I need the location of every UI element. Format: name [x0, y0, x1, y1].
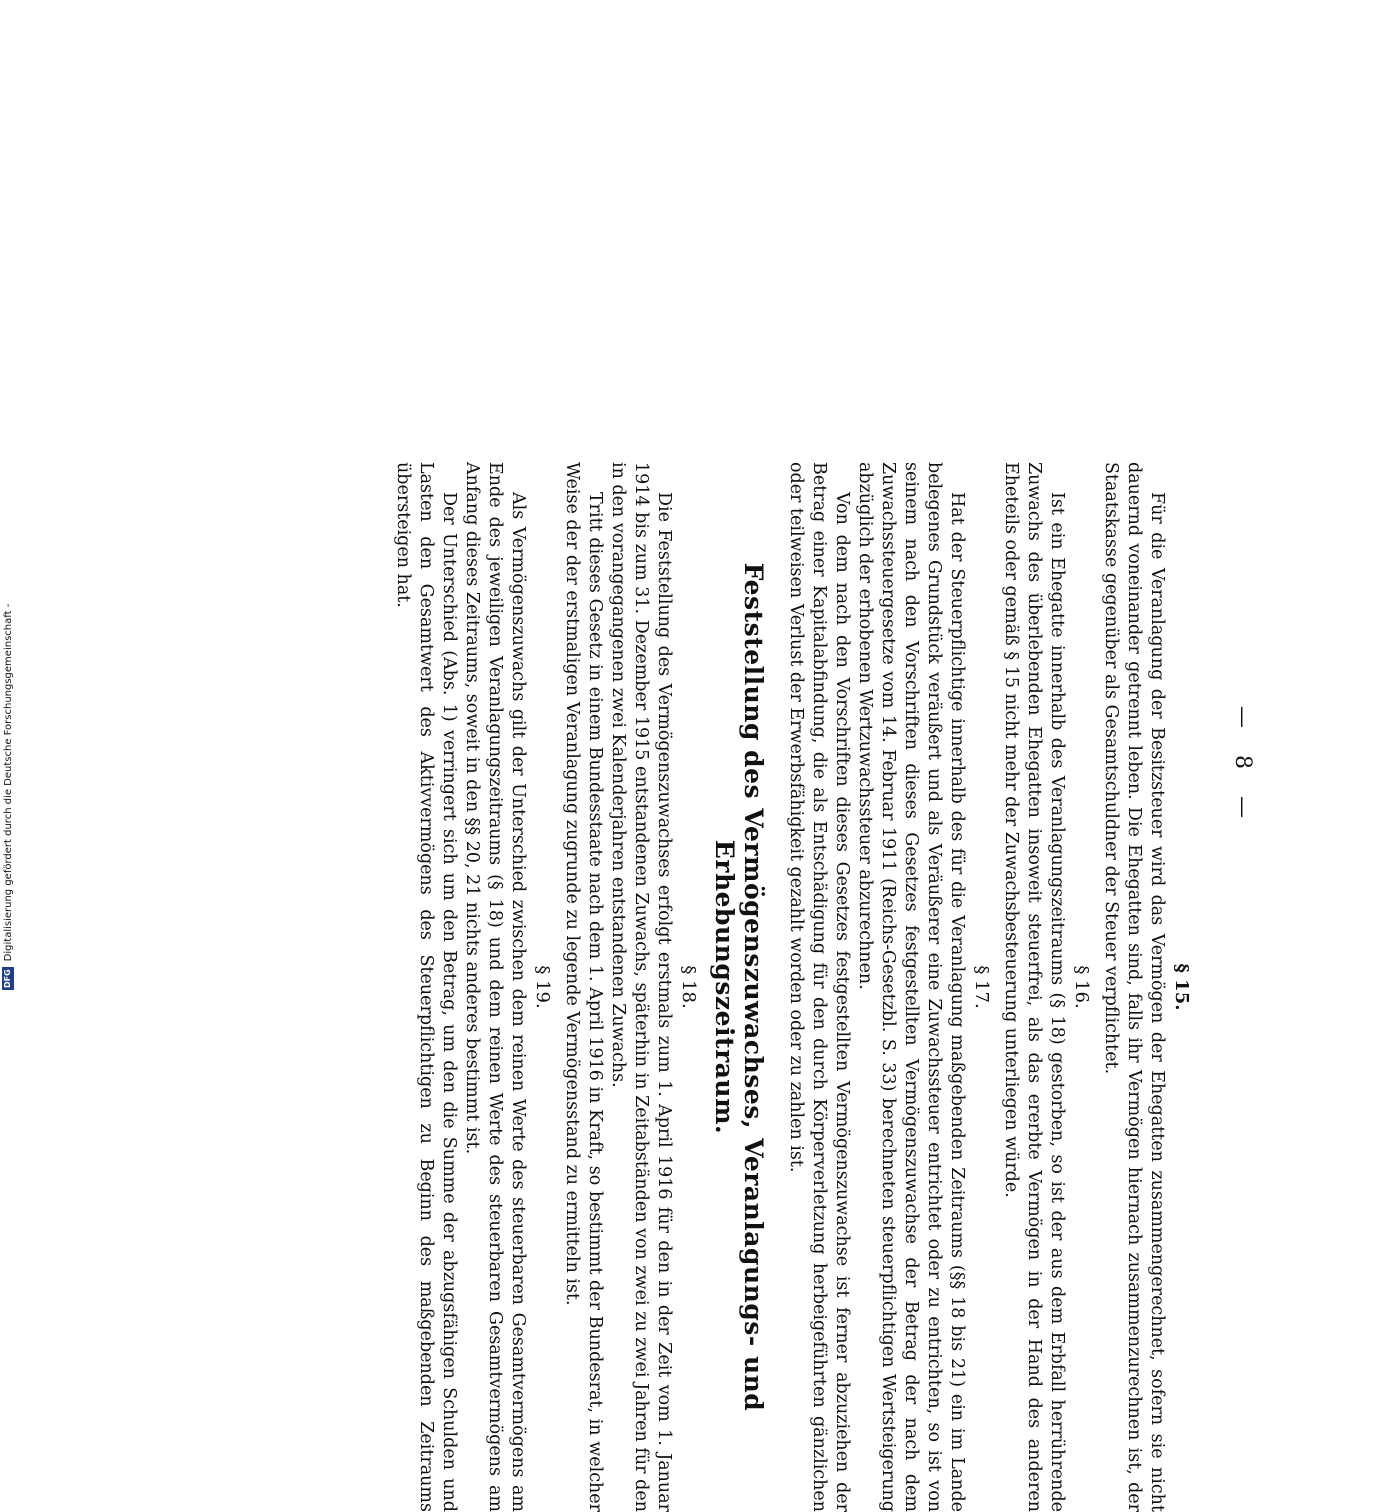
- digitization-credit: [2, 0, 14, 990]
- section-17-paragraph-1: Hat der Steuerpflichtige innerhalb des für die Veranlagung maßgebenden Zeitraums (§§ 18 bis 21) ein im Lande belegenes Grundstück veräußert und als Veräußerer eine Zuwachssteuer entrichtet oder zu entrichten, so ist von seinem nach den Vorschriften dieses Gesetzes festgestellten Vermögenszuwachse der Betrag der nach dem Zuwachssteuergesetze vom 14. Februar 1911 (Reichs-Gesetzbl. S. 33) berechneten steuerpflichtigen Wertsteigerung abzüglich der erhobenen Wertzuwachssteuer abzurechnen.: [855, 462, 967, 1512]
- section-15-text: Für die Veranlagung der Besitzsteuer wird das Vermögen der Ehegatten zusammengerechnet, sofern sie nicht dauernd voneinander getrennt leben. Die Ehegatten sind, falls ihr Vermögen hiernach zusammenzurechnen ist, der Staatskasse gegenüber als Gesamtschuldner der Steuer verpflichtet.: [1101, 462, 1167, 1512]
- rotated-page: [145, 462, 1255, 1512]
- page-number: — 8 —: [1230, 706, 1255, 828]
- section-18-title: § 18.: [678, 965, 699, 1009]
- section-17-title: § 17.: [971, 965, 992, 1009]
- section-19-paragraph-2: Der Unterschied (Abs. 1) verringert sich um den Betrag, um den die Summe der abzugsfähigen Schulden und Lasten den Gesamtwert des Aktivvermögens des Steuerpflichtigen zu Beginn des maßgebenden Zeitraums übersteigen hat.: [393, 462, 459, 1512]
- section-16-text: Ist ein Ehegatte innerhalb des Veranlagungszeitraums (§ 18) gestorben, so ist der aus dem Erbfall herrührende Zuwachs des überlebenden Ehegatten insoweit steuerfrei, als das ererbte Vermögen in der Hand des anderen Eheteils oder gemäß § 15 nicht mehr der Zuwachsbesteuerung unterliegen würde.: [1001, 462, 1067, 1512]
- section-17-paragraph-2: Von dem nach den Vorschriften dieses Gesetzes festgestellten Vermögenszuwachse ist ferner abzuziehen der Betrag einer Kapitalabfindung, die als Entschädigung für den durch Körperverletzung herbeigeführten gänzlichen oder teilweisen Verlust der Erwerbsfähigkeit gezahlt worden oder zu zahlen ist.: [786, 462, 852, 1512]
- section-18-paragraph-1: Die Feststellung des Vermögenszuwachses erfolgt erstmals zum 1. April 1916 für den in der Zeit vom 1. Januar 1914 bis zum 31. Dezember 1915 entstandenen Zuwachs, späterhin in Zeitabständen von zwei zu zwei Jahren für den in den vorangegangenen zwei Kalenderjahren entstandenen Zuwachs.: [608, 462, 674, 1512]
- section-19-title: § 19.: [532, 965, 553, 1009]
- section-19-paragraph-1: Als Vermögenszuwachs gilt der Unterschied zwischen dem reinen Werte des steuerbaren Gesamtvermögens am Ende des jeweiligen Veranlagungszeitraums (§ 18) und dem reinen Werte des steuerbaren Gesamtvermögens am Anfang dieses Zeitraums, soweit in den §§ 20, 21 nichts anderes bestimmt ist.: [462, 462, 528, 1512]
- section-18-paragraph-2: Tritt dieses Gesetz in einem Bundesstaate nach dem 1. April 1916 in Kraft, so bestimmt der Bundesrat, in welcher Weise der der erstmaligen Veranlagung zugrunde zu legende Vermögensstand zu ermitteln ist.: [562, 462, 605, 1512]
- dfg-logo: DFG: [3, 969, 12, 988]
- page-content: [391, 462, 1199, 1512]
- chapter-heading: Feststellung des Vermögenszuwachses, Veranlagungs- und Erhebungszeitraum.: [710, 562, 768, 1412]
- section-15-title: § 15.: [1171, 963, 1192, 1011]
- credit-text: Digitalisierung gefördert durch die Deutsche Forschungsgemeinschaft -: [3, 603, 14, 962]
- section-16-title: § 16.: [1071, 965, 1092, 1009]
